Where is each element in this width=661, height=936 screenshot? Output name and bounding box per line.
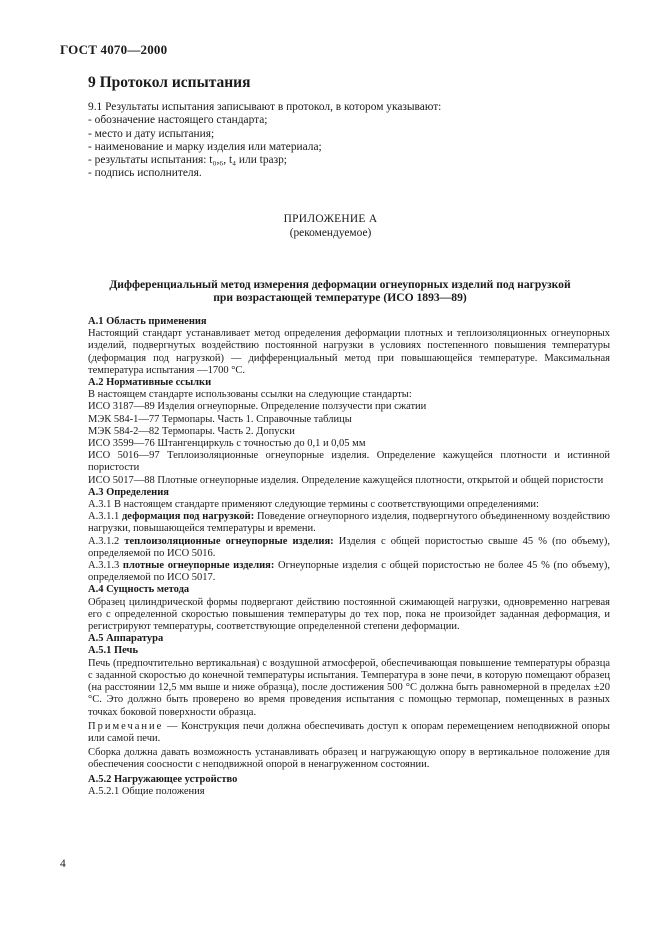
a5-2-1-heading: А.5.2.1 Общие положения xyxy=(88,785,205,797)
appendix-subtitle: (рекомендуемое) xyxy=(289,227,372,239)
doc-code-header: ГОСТ 4070—2000 xyxy=(60,42,168,57)
doc-title-line-1: Дифференциальный метод измерения деформации огнеупорных изделий под нагрузкой xyxy=(109,278,571,291)
a5-note xyxy=(88,721,610,745)
section-9-line: 9.1 Результаты испытания записывают в протокол, в котором указывают: xyxy=(88,101,442,113)
section-9-line: - место и дату испытания; xyxy=(88,127,215,140)
a5-1-text: Печь (предпочтительно вертикальная) с воздушной атмосферой, обеспечивающая повышение температуры образца с заданной скоростью до конечной температуры испытания. Температура в зоне печи, в которую помещают образец (на расстоянии 12,5 мм выше и ниже образца), после достижения 500 °С должна быть равномерной в пределах ±20 °С. Это должно быть проверено во время проведения испытания с помощью термопар, помещенных в разных точках боковой поверхности образца. xyxy=(88,657,610,718)
term-number: А.3.1.1 xyxy=(88,511,120,523)
term-number: А.3.1.3 xyxy=(88,560,120,572)
a2-ref: ИСО 5017—88 Плотные огнеупорные изделия. Определение кажущейся плотности, открытой и общей пористости xyxy=(88,474,604,486)
a2-ref: МЭК 584-2—82 Термопары. Часть 2. Допуски xyxy=(88,425,295,437)
a3-heading: А.3 Определения xyxy=(88,486,169,498)
appendix-doc-title xyxy=(80,278,600,305)
section-9-line: - подпись исполнителя. xyxy=(88,167,202,180)
a2-ref: ИСО 5016—97 Теплоизоляционные огнеупорные изделия. Определение кажущейся плотности и истинной пористости xyxy=(88,450,610,474)
term-definition: Изделия с общей пористостью свыше 45 % (по объему), определяемой по ИСО 5016. xyxy=(88,535,611,559)
section-9-line: - результаты испытания: t₀,₆, t₄ или tразр; xyxy=(88,154,287,167)
a1-heading: А.1 Область применения xyxy=(88,316,207,327)
term-number: А.3.1.2 xyxy=(88,535,120,547)
a4-heading: А.4 Сущность метода xyxy=(88,584,190,596)
a2-ref: ИСО 3599—76 Штангенциркуль с точностью до 0,1 и 0,05 мм xyxy=(88,438,366,450)
note-label: Примечание xyxy=(88,720,164,732)
appendix-title: ПРИЛОЖЕНИЕ А xyxy=(283,213,378,225)
a2-ref: МЭК 584-1—77 Термопары. Часть 1. Справочные таблицы xyxy=(88,413,352,425)
term-definition: Огнеупорные изделия с общей пористостью не более 45 % (по объему), определяемой по ИСО 5017. xyxy=(88,560,610,584)
section-9-title: 9 Протокол испытания xyxy=(88,74,251,91)
a3-term-3 xyxy=(88,560,610,584)
a3-term-2 xyxy=(88,536,610,560)
section-9-list xyxy=(88,101,608,181)
a3-intro: А.3.1 В настоящем стандарте применяют следующие термины с соответствующими определениями: xyxy=(88,499,539,511)
term-name: теплоизоляционные огнеупорные изделия: xyxy=(124,535,334,547)
a3-term-1 xyxy=(88,511,610,535)
section-9-line: - наименование и марку изделия или материала; xyxy=(88,140,322,153)
a2-ref: ИСО 3187—89 Изделия огнеупорные. Определение ползучести при сжатии xyxy=(88,401,427,413)
a5-2-heading: А.5.2 Нагружающее устройство xyxy=(88,773,238,785)
a5-1-text-2: Сборка должна давать возможность устанавливать образец и нагружающую опору в вертикальное положение для обеспечения соосности с неподвижной опорой в ненагруженном состоянии. xyxy=(88,747,610,771)
page-number: 4 xyxy=(60,858,66,870)
note-text: — Конструкция печи должна обеспечивать доступ к опорам перемещением неподвижной опоры или самой печи. xyxy=(88,720,610,744)
a1-text: Настоящий стандарт устанавливает метод определения деформации плотных и теплоизоляционных огнеупорных изделий, подвергнутых воздействию постоянной нагрузки в условиях постепенного повышения температуры (деформация под нагрузкой) — дифференциальный метод при повышающейся температуре. Максимальная температура испытания —1700 °С. xyxy=(88,328,610,376)
a4-text: Образец цилиндрической формы подвергают действию постоянной сжимающей нагрузки, одновременно нагревая его с определенной скоростью повышения температуры до тех пор, пока не произойдет заданная деформация, и регистрируют температуры, соответствующие определенной степени деформации. xyxy=(88,596,610,633)
a2-intro: В настоящем стандарте использованы ссылки на следующие стандарты: xyxy=(88,389,412,401)
a2-heading: А.2 Нормативные ссылки xyxy=(88,377,212,389)
doc-title-line-2: при возрастающей температуре (ИСО 1893—89) xyxy=(213,291,467,305)
a5-heading: А.5 Аппаратура xyxy=(88,633,164,645)
term-definition: Поведение огнеупорного изделия, подвергнутого объединенному воздействию нагрузки, повышающейся температуры и времени. xyxy=(88,511,611,535)
term-name: плотные огнеупорные изделия: xyxy=(122,560,275,572)
a5-1-heading: А.5.1 Печь xyxy=(88,645,138,657)
appendix-body xyxy=(88,316,610,798)
term-name: деформация под нагрузкой: xyxy=(122,511,255,523)
section-9-line: - обозначение настоящего стандарта; xyxy=(88,114,268,127)
